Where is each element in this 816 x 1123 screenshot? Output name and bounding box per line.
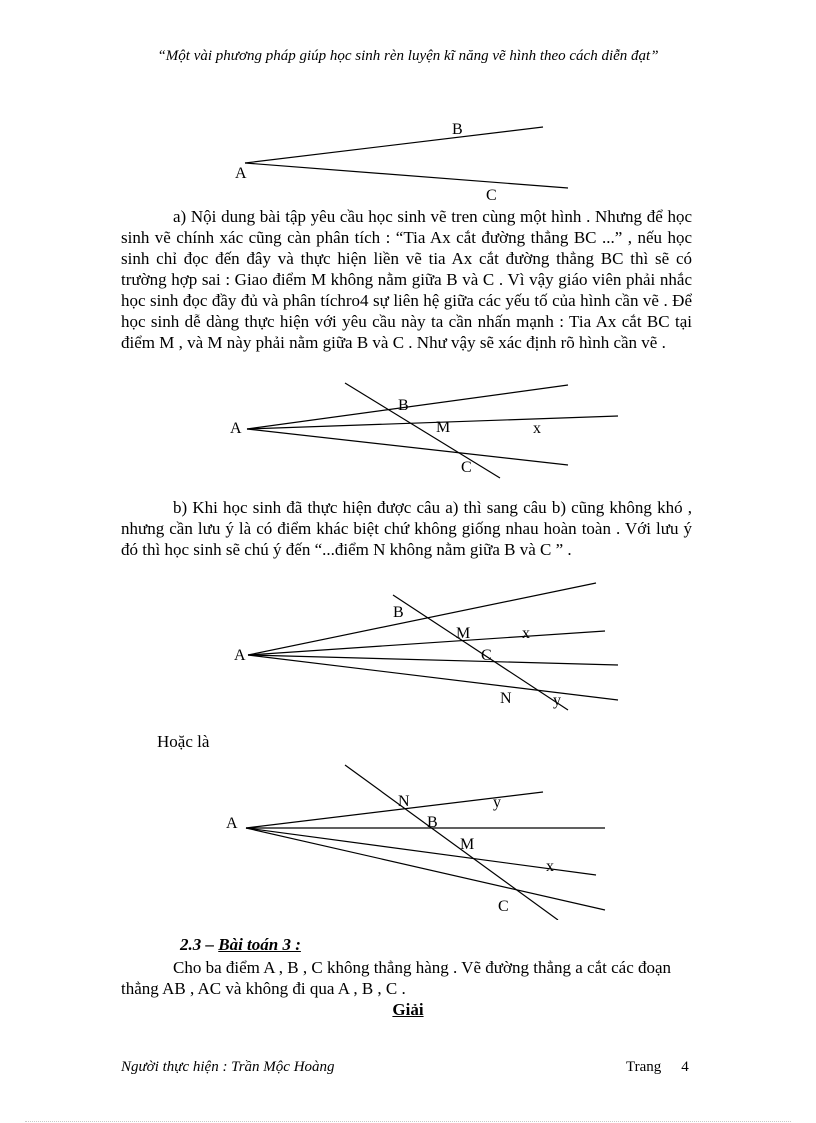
label-m: M [436,419,451,436]
label-c: C [461,459,472,476]
page-number: 4 [681,1059,689,1075]
label-m: M [460,836,475,853]
label-a: A [235,165,247,182]
section-heading [180,935,301,955]
paragraph-b: b) Khi học sinh đã thực hiện được câu a) thì sang câu b) cũng không khó , nhưng cần lưu ý là có điểm khác biệt chứ không giống nhau hoàn toàn . Với lưu ý đó thì học sinh sẽ chú ý đến “...điểm N không nằm giữa B và C ” . [121,498,692,559]
solution-title: Giải [392,1000,424,1019]
ray-ax [248,631,605,655]
label-x: x [533,420,541,437]
or-label: Hoặc là [157,732,210,751]
label-b: B [398,397,409,414]
label-x: x [546,858,554,875]
figure-2-ray-ax [0,380,816,480]
page-label: Trang [626,1059,662,1075]
figure-3-rays-ax-ay [0,580,816,715]
ray-ac [247,429,568,465]
ray-ay [248,655,618,700]
paragraph-a: a) Nội dung bài tập yêu cầu học sinh vẽ tren cùng một hình . Nhưng để học sinh vẽ chính xác cũng càn phân tích : “Tia Ax cắt đường thẳng BC ...” , nếu học sinh chỉ đọc đến đây và thực hiện liền vẽ tia Ax cắt đường thẳng BC thì sẽ có trường hợp sai : Giao điểm M không nằm giữa B và C . Vì vậy giáo viên phải nhắc học sinh đọc đầy đủ và phân tíchro4 sự liên hệ giữa các yếu tố của hình cần vẽ . Để học sinh dễ dàng thực hiện với yêu cầu này ta cần nhấn mạnh : Tia Ax cắt BC tại điểm M , và M này phải nằm giữa B và C . Như vậy sẽ xác định rõ hình cần vẽ . [121,207,692,352]
label-c: C [481,647,492,664]
label-a: A [234,647,246,664]
problem-statement: Cho ba điểm A , B , C không thẳng hàng . Vẽ đường thẳng a cắt các đoạn thẳng AB , AC và không đi qua A , B , C . [121,958,672,998]
footer-page [626,1059,689,1076]
label-m: M [456,625,471,642]
section-number: 2.3 – [180,935,219,954]
label-a: A [226,815,238,832]
label-y: y [493,794,501,811]
ray-ac [245,163,568,188]
figure-1-angle [0,115,816,205]
label-x: x [522,625,530,642]
ray-ax [247,416,618,429]
label-a: A [230,420,242,437]
ray-ab [245,127,543,163]
ray-ab [248,583,596,655]
label-c: C [486,187,497,204]
label-b: B [427,814,438,831]
label-y: y [553,692,561,709]
page-bottom-divider [25,1121,791,1122]
figure-4-alternative [0,760,816,920]
label-b: B [393,604,404,621]
page-header: “Một vài phương pháp giúp học sinh rèn luyện kĩ năng vẽ hình theo cách diễn đạt” [157,48,659,64]
label-n: N [500,690,512,707]
label-b: B [452,121,463,138]
label-c: C [498,898,509,915]
ray-ac [248,655,618,665]
section-title: Bài toán 3 : [218,935,301,954]
label-n: N [398,793,410,810]
line-bc [345,765,558,920]
footer-author: Người thực hiện : Trần Mộc Hoàng [121,1059,335,1075]
